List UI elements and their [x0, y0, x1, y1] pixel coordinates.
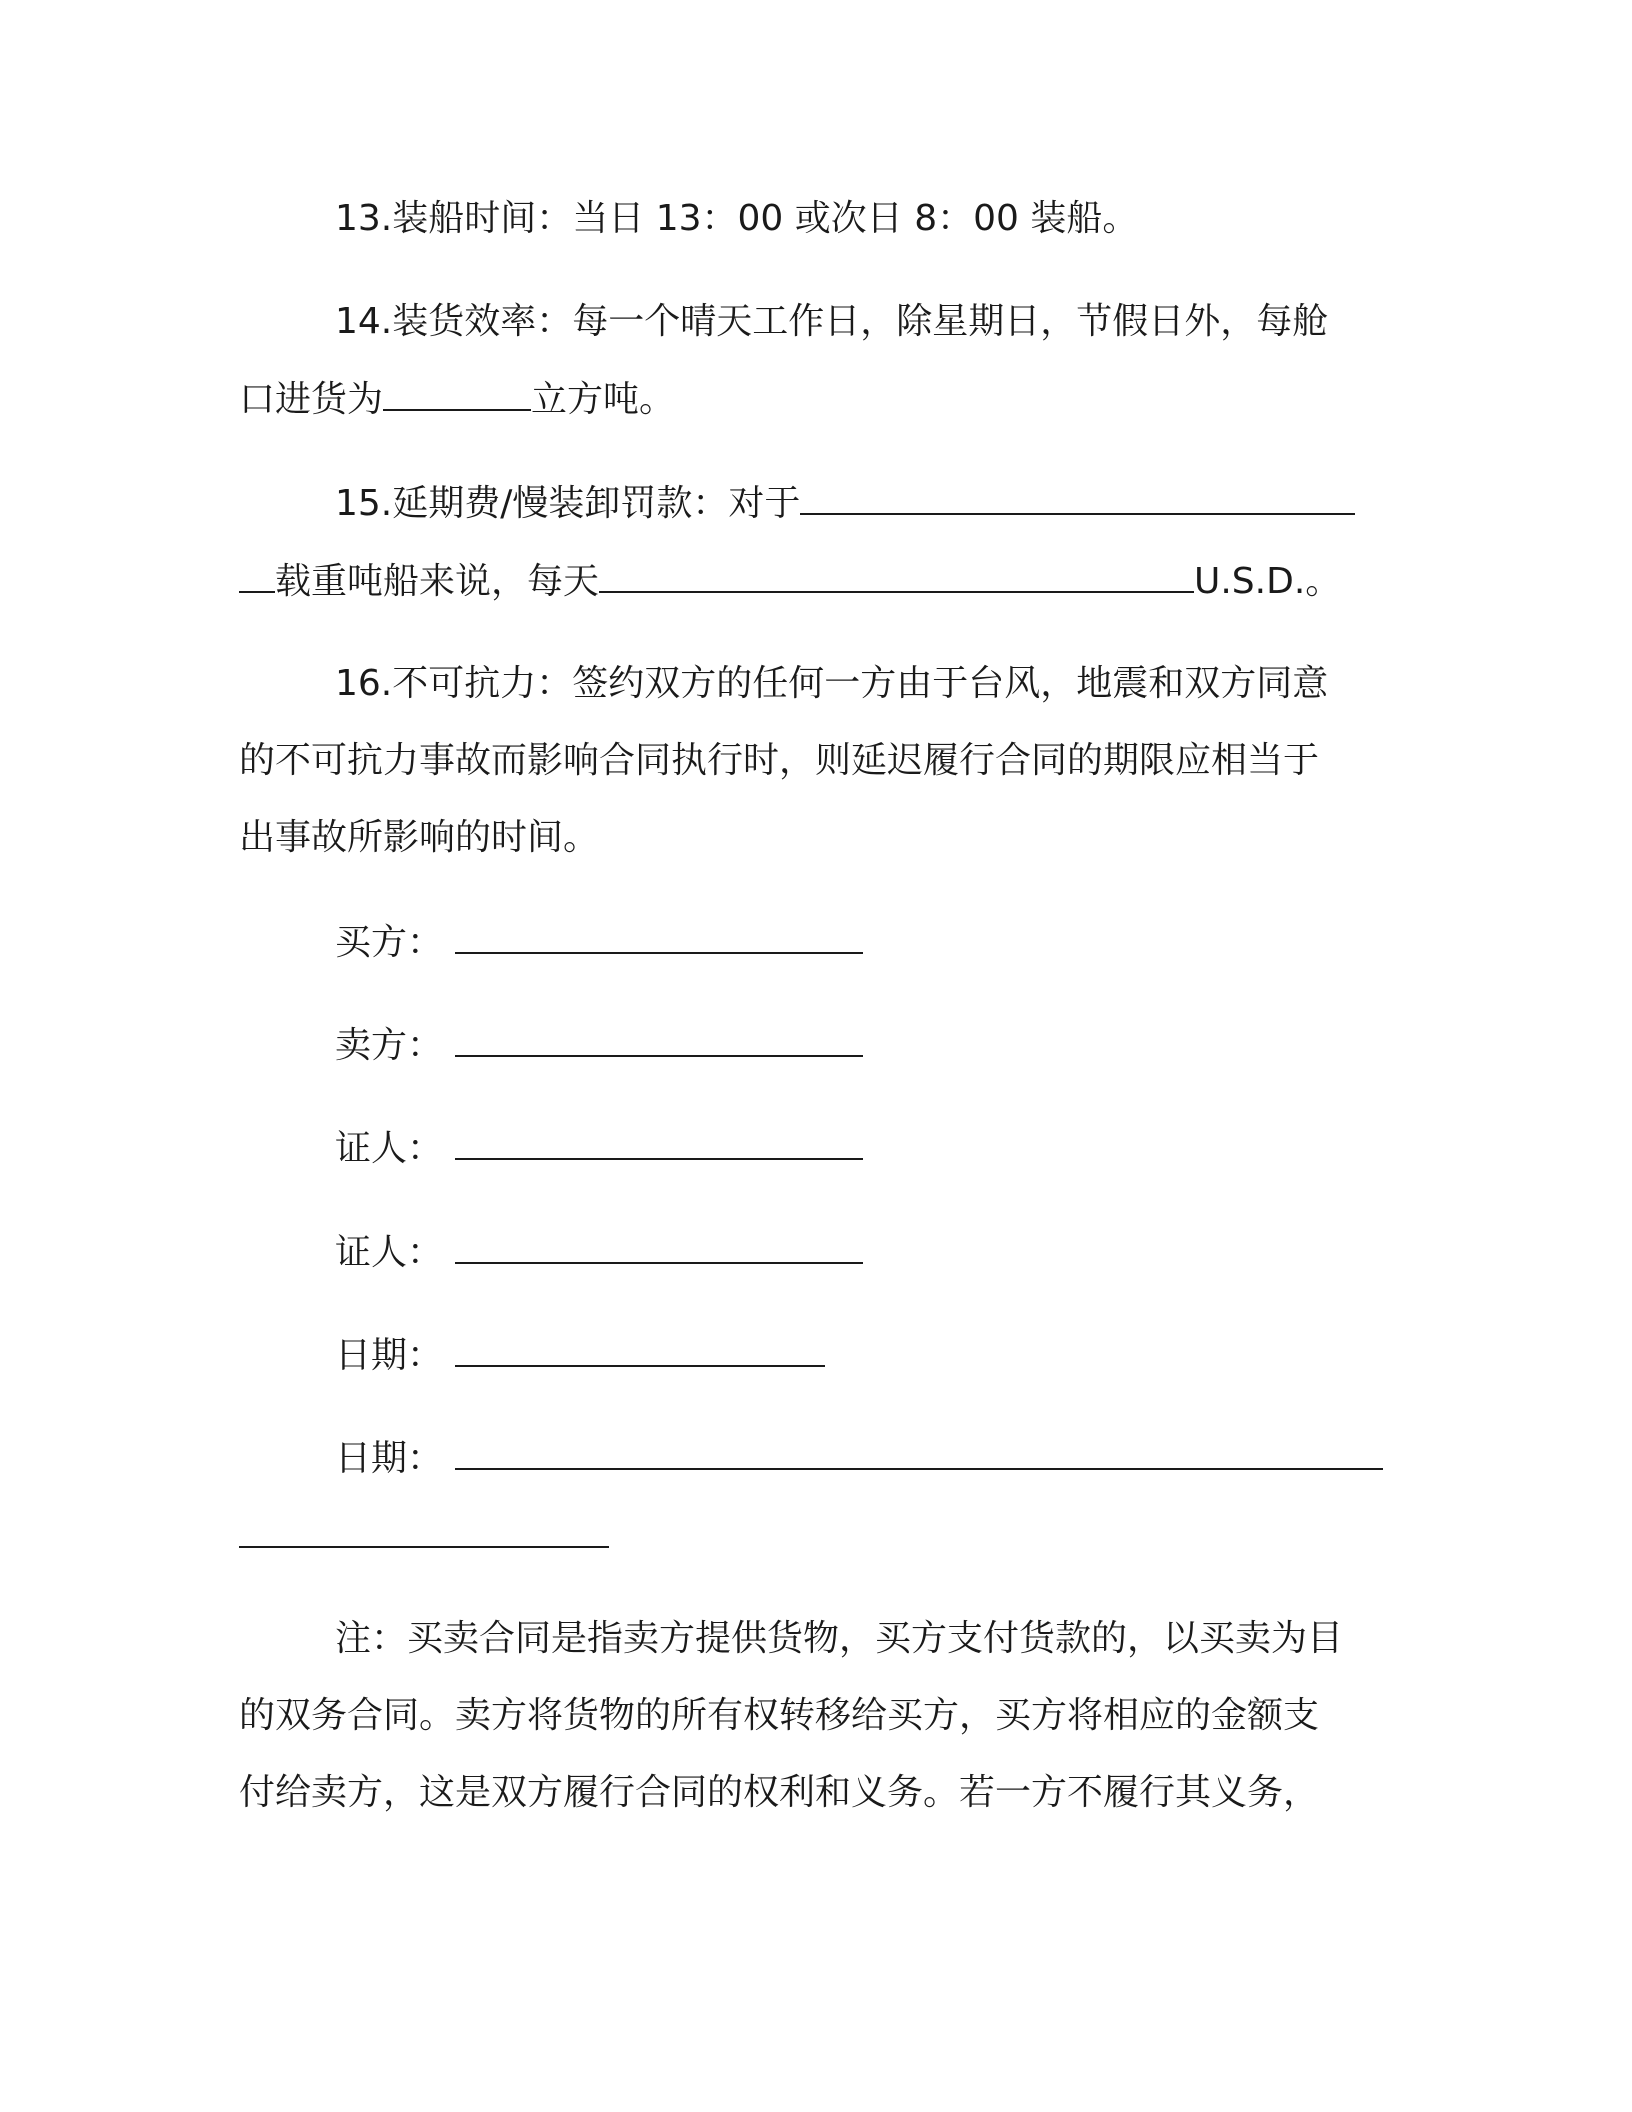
- witness-2-signature-field[interactable]: [455, 1226, 863, 1264]
- seller-signature-field[interactable]: [455, 1019, 863, 1057]
- date-1-field[interactable]: [455, 1329, 825, 1367]
- seller-label: 卖方：: [335, 1025, 444, 1066]
- witness-1-label: 证人：: [335, 1128, 444, 1169]
- buyer-signature-field[interactable]: [455, 916, 863, 954]
- buyer-row: [335, 916, 863, 969]
- clause-15-text-b: 载重吨船来说，每天: [275, 561, 600, 602]
- buyer-label: 买方：: [335, 922, 444, 963]
- blank-volume-field[interactable]: [383, 373, 531, 411]
- clause-15-text-c: U.S.D.。: [1194, 561, 1342, 602]
- clause-15-line-1: [335, 477, 1355, 530]
- clause-14-text-a: 口进货为: [239, 379, 384, 420]
- clause-16-line-1: 16.不可抗力：签约双方的任何一方由于台风，地震和双方同意: [335, 663, 1329, 704]
- clause-16-line-2: 的不可抗力事故而影响合同执行时，则延迟履行合同的期限应相当于: [239, 740, 1320, 781]
- date-2-field-cont[interactable]: [239, 1546, 609, 1548]
- clause-13: 13.装船时间：当日 13：00 或次日 8：00 装船。: [335, 198, 1139, 239]
- date-1-label: 日期：: [335, 1335, 444, 1376]
- witness-2-row: [335, 1226, 863, 1279]
- clause-15-line-2: [239, 555, 1341, 608]
- witness-1-row: [335, 1122, 863, 1175]
- note-line-2: 的双务合同。卖方将货物的所有权转移给买方，买方将相应的金额支: [239, 1695, 1320, 1736]
- blank-vessel-dwt-field-cont[interactable]: [239, 555, 275, 593]
- clause-14-line-2: [239, 373, 675, 426]
- date-2-row: [335, 1432, 1383, 1485]
- witness-2-label: 证人：: [335, 1232, 444, 1273]
- clause-15-text-a: 15.延期费/慢装卸罚款：对于: [335, 483, 801, 524]
- date-2-label: 日期：: [335, 1438, 444, 1479]
- note-line-3: 付给卖方，这是双方履行合同的权利和义务。若一方不履行其义务，: [239, 1772, 1320, 1813]
- date-1-row: [335, 1329, 825, 1382]
- blank-vessel-dwt-field[interactable]: [800, 477, 1355, 515]
- note-line-1: 注：买卖合同是指卖方提供货物，买方支付货款的，以买卖为目: [335, 1618, 1344, 1659]
- blank-daily-amount-field[interactable]: [599, 555, 1194, 593]
- clause-14-text-b: 立方吨。: [531, 379, 676, 420]
- clause-16-line-3: 出事故所影响的时间。: [239, 817, 600, 858]
- date-2-field[interactable]: [455, 1432, 1383, 1470]
- witness-1-signature-field[interactable]: [455, 1122, 863, 1160]
- seller-row: [335, 1019, 863, 1072]
- clause-14-line-1: 14.装货效率：每一个晴天工作日，除星期日，节假日外，每舱: [335, 301, 1329, 342]
